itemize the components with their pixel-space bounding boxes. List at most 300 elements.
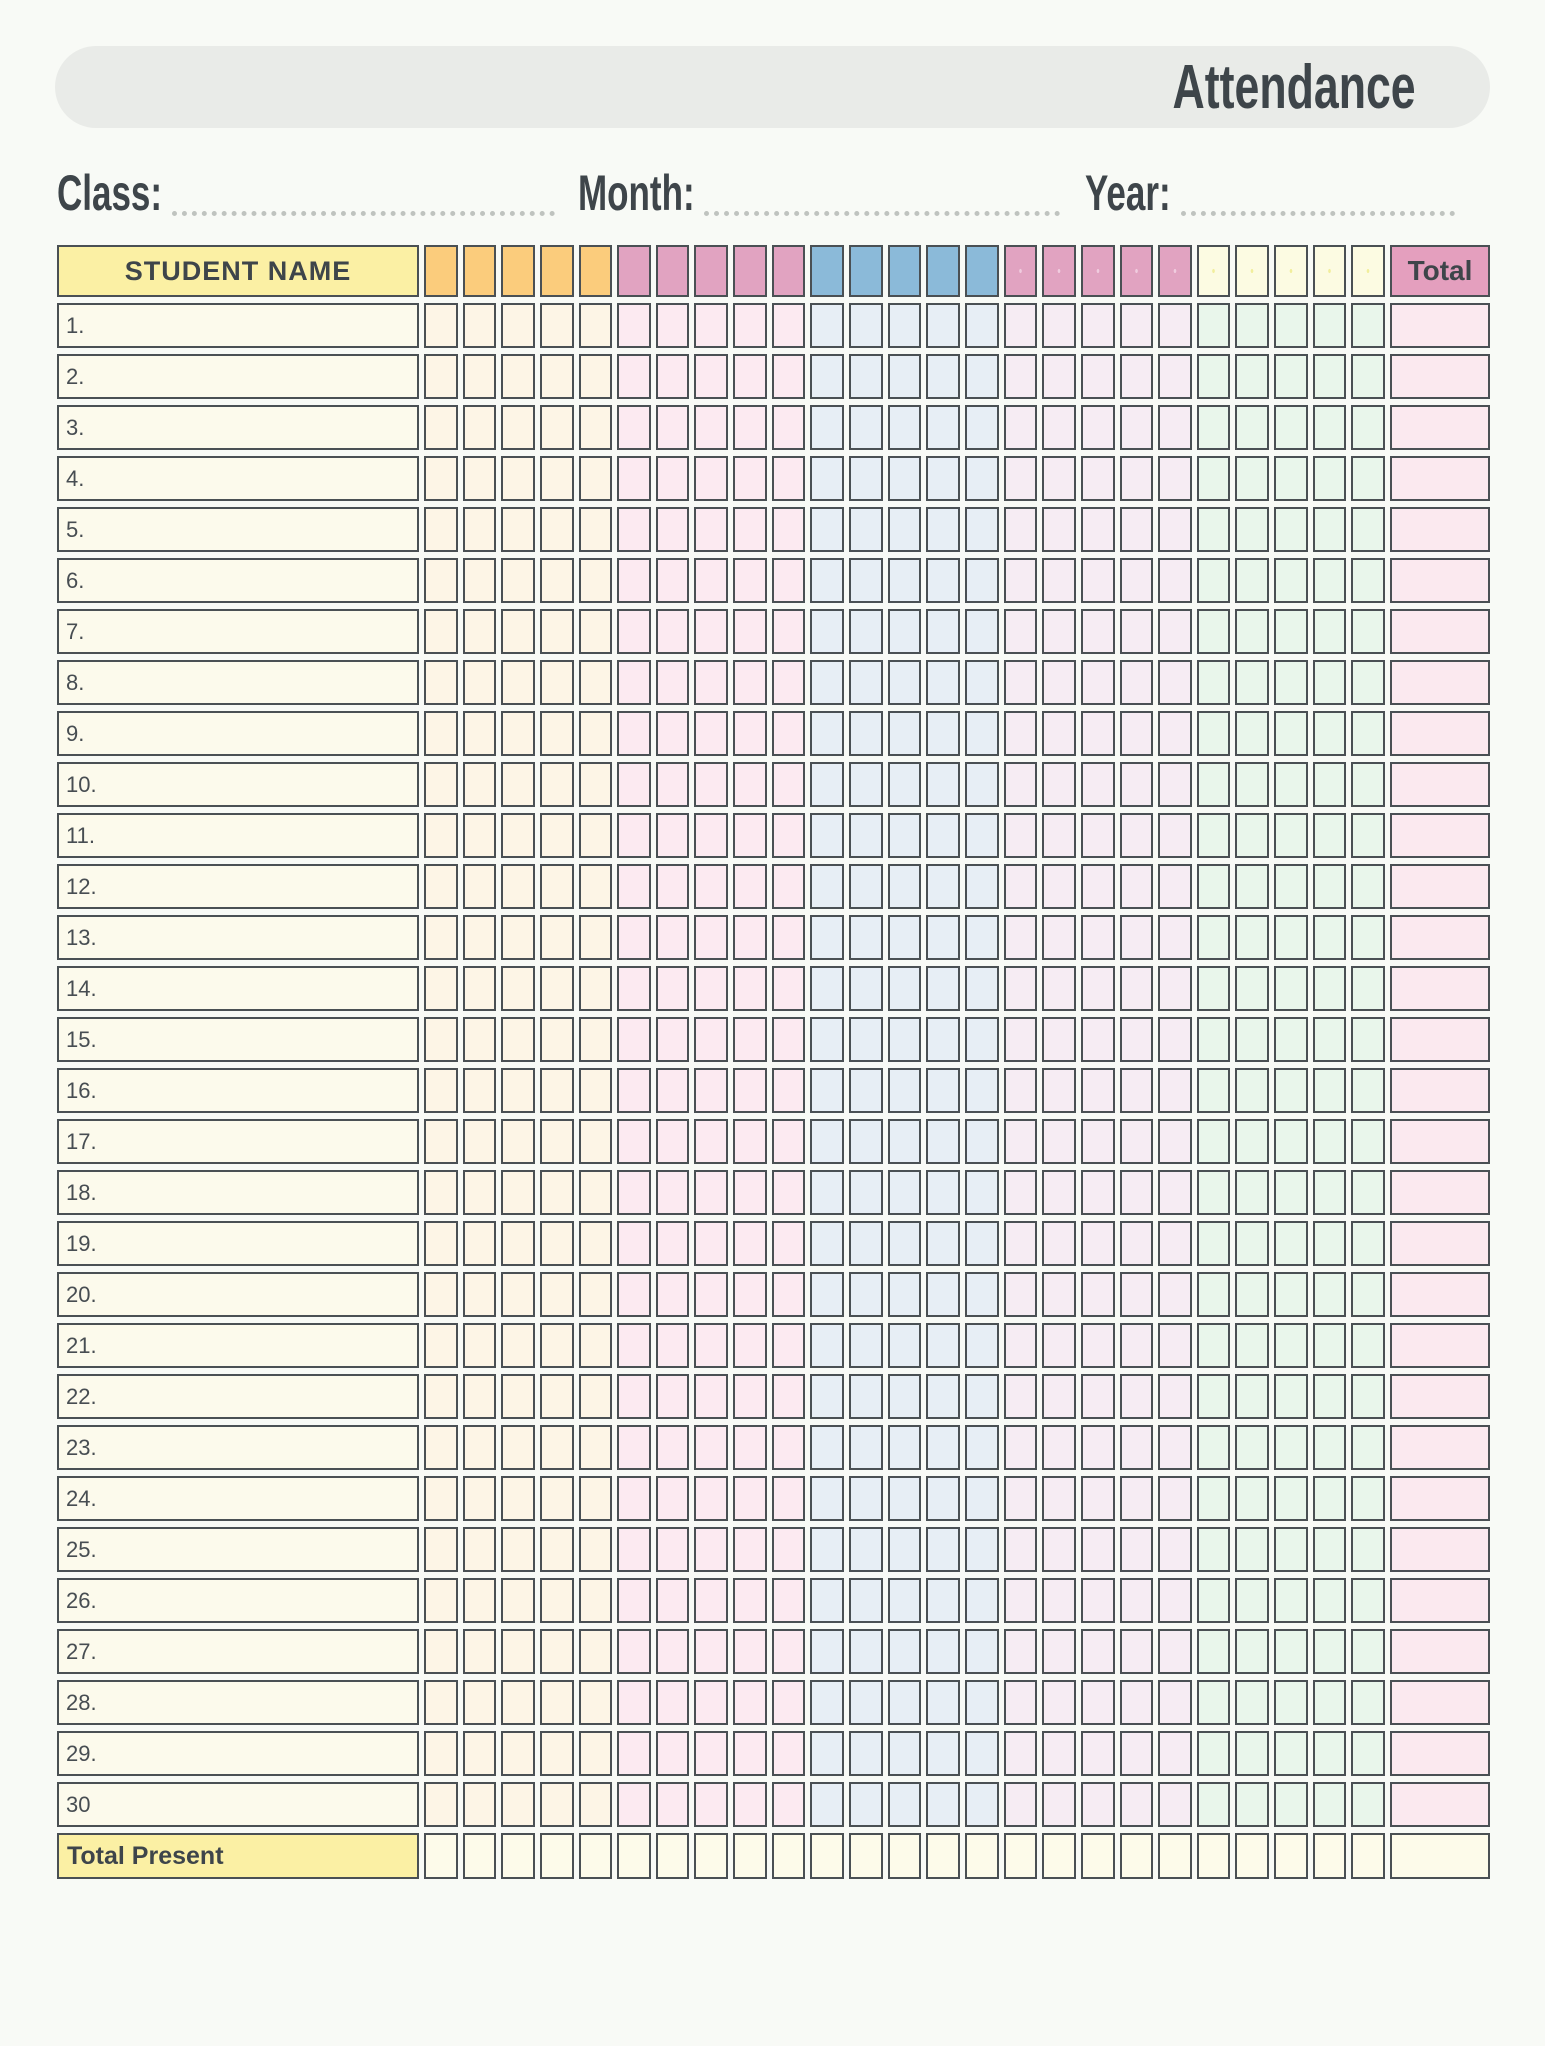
- row-total-cell[interactable]: [1390, 1272, 1490, 1317]
- attendance-cell[interactable]: [810, 1374, 844, 1419]
- attendance-cell[interactable]: [1313, 609, 1347, 654]
- attendance-cell[interactable]: [733, 660, 767, 705]
- attendance-cell[interactable]: [849, 864, 883, 909]
- attendance-cell[interactable]: [1313, 1374, 1347, 1419]
- attendance-cell[interactable]: [1351, 1374, 1385, 1419]
- attendance-cell[interactable]: [656, 507, 690, 552]
- attendance-cell[interactable]: [1081, 1272, 1115, 1317]
- attendance-cell[interactable]: [1120, 1323, 1154, 1368]
- attendance-cell[interactable]: [1081, 966, 1115, 1011]
- attendance-cell[interactable]: [1081, 1221, 1115, 1266]
- attendance-cell[interactable]: [849, 558, 883, 603]
- attendance-cell[interactable]: [540, 1323, 574, 1368]
- attendance-cell[interactable]: [617, 558, 651, 603]
- attendance-cell[interactable]: [965, 558, 999, 603]
- attendance-cell[interactable]: [579, 1782, 613, 1827]
- attendance-cell[interactable]: [1158, 354, 1192, 399]
- attendance-cell[interactable]: [849, 1782, 883, 1827]
- attendance-cell[interactable]: [656, 354, 690, 399]
- attendance-cell[interactable]: [424, 1476, 458, 1521]
- attendance-cell[interactable]: [1042, 609, 1076, 654]
- attendance-cell[interactable]: [1158, 303, 1192, 348]
- month-input-line[interactable]: [704, 206, 1060, 216]
- attendance-cell[interactable]: [463, 762, 497, 807]
- attendance-cell[interactable]: [1004, 864, 1038, 909]
- attendance-cell[interactable]: [810, 711, 844, 756]
- attendance-cell[interactable]: [1158, 609, 1192, 654]
- attendance-cell[interactable]: [1120, 1629, 1154, 1674]
- attendance-cell[interactable]: [656, 711, 690, 756]
- row-total-cell[interactable]: [1390, 354, 1490, 399]
- attendance-cell[interactable]: [849, 1680, 883, 1725]
- row-total-cell[interactable]: [1390, 1578, 1490, 1623]
- attendance-cell[interactable]: [1313, 558, 1347, 603]
- row-total-cell[interactable]: [1390, 1068, 1490, 1113]
- attendance-cell[interactable]: [1197, 1170, 1231, 1215]
- attendance-cell[interactable]: [463, 456, 497, 501]
- attendance-cell[interactable]: [1197, 1425, 1231, 1470]
- attendance-cell[interactable]: [926, 1170, 960, 1215]
- attendance-cell[interactable]: [540, 507, 574, 552]
- attendance-cell[interactable]: [1313, 1731, 1347, 1776]
- attendance-cell[interactable]: [424, 354, 458, 399]
- attendance-cell[interactable]: [1351, 660, 1385, 705]
- attendance-cell[interactable]: [772, 303, 806, 348]
- attendance-cell[interactable]: [772, 507, 806, 552]
- attendance-cell[interactable]: [694, 1221, 728, 1266]
- attendance-cell[interactable]: [1235, 1119, 1269, 1164]
- attendance-cell[interactable]: [733, 915, 767, 960]
- attendance-cell[interactable]: [617, 1680, 651, 1725]
- attendance-cell[interactable]: [501, 711, 535, 756]
- attendance-cell[interactable]: [579, 1068, 613, 1113]
- attendance-cell[interactable]: [1158, 1425, 1192, 1470]
- attendance-cell[interactable]: [501, 1221, 535, 1266]
- attendance-cell[interactable]: [965, 1680, 999, 1725]
- attendance-cell[interactable]: [579, 558, 613, 603]
- daily-total-cell[interactable]: [888, 1833, 922, 1879]
- attendance-cell[interactable]: [1081, 609, 1115, 654]
- attendance-cell[interactable]: [501, 813, 535, 858]
- daily-total-cell[interactable]: [772, 1833, 806, 1879]
- attendance-cell[interactable]: [1313, 711, 1347, 756]
- attendance-cell[interactable]: [1081, 1476, 1115, 1521]
- attendance-cell[interactable]: [501, 1119, 535, 1164]
- attendance-cell[interactable]: [1081, 762, 1115, 807]
- attendance-cell[interactable]: [1313, 966, 1347, 1011]
- attendance-cell[interactable]: [1274, 1731, 1308, 1776]
- attendance-cell[interactable]: [926, 1731, 960, 1776]
- attendance-cell[interactable]: [733, 762, 767, 807]
- attendance-cell[interactable]: [424, 1323, 458, 1368]
- attendance-cell[interactable]: [1081, 1017, 1115, 1062]
- attendance-cell[interactable]: [694, 966, 728, 1011]
- attendance-cell[interactable]: [540, 1374, 574, 1419]
- attendance-cell[interactable]: [849, 1374, 883, 1419]
- attendance-cell[interactable]: [1120, 1425, 1154, 1470]
- attendance-cell[interactable]: [810, 1323, 844, 1368]
- student-name-cell[interactable]: 24.: [57, 1476, 419, 1521]
- attendance-cell[interactable]: [926, 711, 960, 756]
- attendance-cell[interactable]: [849, 405, 883, 450]
- student-name-cell[interactable]: 20.: [57, 1272, 419, 1317]
- attendance-cell[interactable]: [1274, 1578, 1308, 1623]
- attendance-cell[interactable]: [694, 354, 728, 399]
- attendance-cell[interactable]: [1081, 1119, 1115, 1164]
- attendance-cell[interactable]: [617, 456, 651, 501]
- attendance-cell[interactable]: [888, 1221, 922, 1266]
- attendance-cell[interactable]: [849, 915, 883, 960]
- attendance-cell[interactable]: [1042, 1527, 1076, 1572]
- attendance-cell[interactable]: [772, 1629, 806, 1674]
- attendance-cell[interactable]: [1004, 762, 1038, 807]
- attendance-cell[interactable]: [540, 1272, 574, 1317]
- attendance-cell[interactable]: [1120, 303, 1154, 348]
- attendance-cell[interactable]: [1042, 966, 1076, 1011]
- student-name-cell[interactable]: 19.: [57, 1221, 419, 1266]
- student-name-cell[interactable]: 13.: [57, 915, 419, 960]
- attendance-cell[interactable]: [656, 762, 690, 807]
- daily-total-cell[interactable]: [1235, 1833, 1269, 1879]
- attendance-cell[interactable]: [1351, 1170, 1385, 1215]
- attendance-cell[interactable]: [1042, 1629, 1076, 1674]
- attendance-cell[interactable]: [1081, 456, 1115, 501]
- attendance-cell[interactable]: [1235, 966, 1269, 1011]
- attendance-cell[interactable]: [1004, 1119, 1038, 1164]
- attendance-cell[interactable]: [1042, 1323, 1076, 1368]
- attendance-cell[interactable]: [656, 1272, 690, 1317]
- attendance-cell[interactable]: [888, 1629, 922, 1674]
- attendance-cell[interactable]: [463, 1476, 497, 1521]
- attendance-cell[interactable]: [1042, 1731, 1076, 1776]
- attendance-cell[interactable]: [733, 303, 767, 348]
- attendance-cell[interactable]: [1197, 915, 1231, 960]
- attendance-cell[interactable]: [540, 813, 574, 858]
- attendance-cell[interactable]: [424, 1731, 458, 1776]
- attendance-cell[interactable]: [656, 1221, 690, 1266]
- attendance-cell[interactable]: [1158, 1680, 1192, 1725]
- attendance-cell[interactable]: [1158, 1731, 1192, 1776]
- attendance-cell[interactable]: [1274, 813, 1308, 858]
- attendance-cell[interactable]: [579, 456, 613, 501]
- attendance-cell[interactable]: [1042, 1680, 1076, 1725]
- row-total-cell[interactable]: [1390, 507, 1490, 552]
- attendance-cell[interactable]: [540, 558, 574, 603]
- attendance-cell[interactable]: [501, 303, 535, 348]
- student-name-cell[interactable]: 1.: [57, 303, 419, 348]
- attendance-cell[interactable]: [888, 864, 922, 909]
- student-name-cell[interactable]: 16.: [57, 1068, 419, 1113]
- attendance-cell[interactable]: [772, 1374, 806, 1419]
- attendance-cell[interactable]: [1120, 558, 1154, 603]
- row-total-cell[interactable]: [1390, 966, 1490, 1011]
- attendance-cell[interactable]: [424, 609, 458, 654]
- attendance-cell[interactable]: [579, 1578, 613, 1623]
- attendance-cell[interactable]: [424, 405, 458, 450]
- attendance-cell[interactable]: [888, 1017, 922, 1062]
- student-name-cell[interactable]: 6.: [57, 558, 419, 603]
- attendance-cell[interactable]: [1313, 762, 1347, 807]
- student-name-cell[interactable]: 12.: [57, 864, 419, 909]
- attendance-cell[interactable]: [1081, 1425, 1115, 1470]
- attendance-cell[interactable]: [1120, 660, 1154, 705]
- attendance-cell[interactable]: [424, 813, 458, 858]
- attendance-cell[interactable]: [810, 864, 844, 909]
- attendance-cell[interactable]: [540, 762, 574, 807]
- attendance-cell[interactable]: [1120, 1119, 1154, 1164]
- attendance-cell[interactable]: [1042, 354, 1076, 399]
- attendance-cell[interactable]: [579, 1170, 613, 1215]
- attendance-cell[interactable]: [1351, 1068, 1385, 1113]
- attendance-cell[interactable]: [888, 507, 922, 552]
- attendance-cell[interactable]: [1042, 1476, 1076, 1521]
- student-name-cell[interactable]: 27.: [57, 1629, 419, 1674]
- attendance-cell[interactable]: [501, 1374, 535, 1419]
- attendance-cell[interactable]: [888, 558, 922, 603]
- attendance-cell[interactable]: [424, 1782, 458, 1827]
- attendance-cell[interactable]: [1081, 660, 1115, 705]
- attendance-cell[interactable]: [1042, 1170, 1076, 1215]
- attendance-cell[interactable]: [424, 762, 458, 807]
- attendance-cell[interactable]: [424, 558, 458, 603]
- attendance-cell[interactable]: [1042, 303, 1076, 348]
- attendance-cell[interactable]: [810, 915, 844, 960]
- attendance-cell[interactable]: [926, 1119, 960, 1164]
- attendance-cell[interactable]: [733, 1731, 767, 1776]
- attendance-cell[interactable]: [926, 609, 960, 654]
- attendance-cell[interactable]: [772, 1017, 806, 1062]
- attendance-cell[interactable]: [579, 1323, 613, 1368]
- attendance-cell[interactable]: [1351, 1578, 1385, 1623]
- attendance-cell[interactable]: [540, 405, 574, 450]
- attendance-cell[interactable]: [617, 405, 651, 450]
- attendance-cell[interactable]: [1235, 1272, 1269, 1317]
- attendance-cell[interactable]: [424, 1680, 458, 1725]
- attendance-cell[interactable]: [1158, 1323, 1192, 1368]
- attendance-cell[interactable]: [656, 1680, 690, 1725]
- attendance-cell[interactable]: [1081, 507, 1115, 552]
- attendance-cell[interactable]: [501, 1170, 535, 1215]
- attendance-cell[interactable]: [1120, 1476, 1154, 1521]
- attendance-cell[interactable]: [540, 711, 574, 756]
- attendance-cell[interactable]: [656, 1017, 690, 1062]
- attendance-cell[interactable]: [772, 1476, 806, 1521]
- attendance-cell[interactable]: [1042, 507, 1076, 552]
- attendance-cell[interactable]: [1351, 405, 1385, 450]
- attendance-cell[interactable]: [1120, 1017, 1154, 1062]
- attendance-cell[interactable]: [656, 609, 690, 654]
- attendance-cell[interactable]: [1313, 1476, 1347, 1521]
- attendance-cell[interactable]: [1158, 558, 1192, 603]
- attendance-cell[interactable]: [1120, 915, 1154, 960]
- attendance-cell[interactable]: [1042, 711, 1076, 756]
- attendance-cell[interactable]: [1158, 864, 1192, 909]
- attendance-cell[interactable]: [617, 1017, 651, 1062]
- attendance-cell[interactable]: [1351, 1425, 1385, 1470]
- attendance-cell[interactable]: [1158, 1578, 1192, 1623]
- attendance-cell[interactable]: [1313, 660, 1347, 705]
- attendance-cell[interactable]: [810, 1680, 844, 1725]
- attendance-cell[interactable]: [579, 405, 613, 450]
- attendance-cell[interactable]: [965, 1731, 999, 1776]
- attendance-cell[interactable]: [656, 303, 690, 348]
- attendance-cell[interactable]: [501, 609, 535, 654]
- attendance-cell[interactable]: [888, 966, 922, 1011]
- attendance-cell[interactable]: [926, 1578, 960, 1623]
- attendance-cell[interactable]: [849, 1527, 883, 1572]
- attendance-cell[interactable]: [733, 1578, 767, 1623]
- attendance-cell[interactable]: [810, 405, 844, 450]
- row-total-cell[interactable]: [1390, 405, 1490, 450]
- attendance-cell[interactable]: [1274, 1629, 1308, 1674]
- attendance-cell[interactable]: [463, 1221, 497, 1266]
- attendance-cell[interactable]: [540, 456, 574, 501]
- attendance-cell[interactable]: [1197, 1476, 1231, 1521]
- attendance-cell[interactable]: [694, 1578, 728, 1623]
- attendance-cell[interactable]: [617, 660, 651, 705]
- attendance-cell[interactable]: [849, 1272, 883, 1317]
- attendance-cell[interactable]: [1274, 915, 1308, 960]
- attendance-cell[interactable]: [501, 762, 535, 807]
- attendance-cell[interactable]: [694, 1629, 728, 1674]
- attendance-cell[interactable]: [733, 1272, 767, 1317]
- student-name-cell[interactable]: 28.: [57, 1680, 419, 1725]
- row-total-cell[interactable]: [1390, 1017, 1490, 1062]
- attendance-cell[interactable]: [772, 813, 806, 858]
- attendance-cell[interactable]: [772, 1782, 806, 1827]
- attendance-cell[interactable]: [1274, 1527, 1308, 1572]
- attendance-cell[interactable]: [540, 660, 574, 705]
- attendance-cell[interactable]: [1351, 915, 1385, 960]
- attendance-cell[interactable]: [694, 456, 728, 501]
- attendance-cell[interactable]: [888, 1680, 922, 1725]
- attendance-cell[interactable]: [1042, 813, 1076, 858]
- attendance-cell[interactable]: [1235, 1782, 1269, 1827]
- attendance-cell[interactable]: [1158, 1272, 1192, 1317]
- attendance-cell[interactable]: [617, 1170, 651, 1215]
- attendance-cell[interactable]: [1004, 558, 1038, 603]
- student-name-cell[interactable]: 29.: [57, 1731, 419, 1776]
- attendance-cell[interactable]: [1235, 1068, 1269, 1113]
- attendance-cell[interactable]: [810, 1068, 844, 1113]
- attendance-cell[interactable]: [926, 1323, 960, 1368]
- attendance-cell[interactable]: [810, 354, 844, 399]
- attendance-cell[interactable]: [1313, 1170, 1347, 1215]
- row-total-cell[interactable]: [1390, 1323, 1490, 1368]
- attendance-cell[interactable]: [1004, 1017, 1038, 1062]
- attendance-cell[interactable]: [1120, 711, 1154, 756]
- attendance-cell[interactable]: [926, 1782, 960, 1827]
- attendance-cell[interactable]: [888, 1476, 922, 1521]
- attendance-cell[interactable]: [1274, 1323, 1308, 1368]
- attendance-cell[interactable]: [501, 1272, 535, 1317]
- attendance-cell[interactable]: [926, 966, 960, 1011]
- attendance-cell[interactable]: [810, 1731, 844, 1776]
- attendance-cell[interactable]: [849, 711, 883, 756]
- row-total-cell[interactable]: [1390, 1119, 1490, 1164]
- attendance-cell[interactable]: [1120, 1782, 1154, 1827]
- attendance-cell[interactable]: [579, 303, 613, 348]
- attendance-cell[interactable]: [888, 456, 922, 501]
- attendance-cell[interactable]: [1274, 1017, 1308, 1062]
- attendance-cell[interactable]: [926, 915, 960, 960]
- attendance-cell[interactable]: [694, 303, 728, 348]
- attendance-cell[interactable]: [888, 660, 922, 705]
- attendance-cell[interactable]: [463, 405, 497, 450]
- student-name-cell[interactable]: 26.: [57, 1578, 419, 1623]
- attendance-cell[interactable]: [926, 1017, 960, 1062]
- attendance-cell[interactable]: [579, 660, 613, 705]
- attendance-cell[interactable]: [1004, 1374, 1038, 1419]
- attendance-cell[interactable]: [501, 915, 535, 960]
- attendance-cell[interactable]: [772, 966, 806, 1011]
- attendance-cell[interactable]: [501, 558, 535, 603]
- attendance-cell[interactable]: [656, 1782, 690, 1827]
- attendance-cell[interactable]: [540, 915, 574, 960]
- row-total-cell[interactable]: [1390, 915, 1490, 960]
- attendance-cell[interactable]: [540, 1119, 574, 1164]
- attendance-cell[interactable]: [810, 762, 844, 807]
- attendance-cell[interactable]: [1081, 1578, 1115, 1623]
- attendance-cell[interactable]: [849, 1578, 883, 1623]
- attendance-cell[interactable]: [965, 1272, 999, 1317]
- attendance-cell[interactable]: [1235, 1578, 1269, 1623]
- attendance-cell[interactable]: [463, 1374, 497, 1419]
- attendance-cell[interactable]: [733, 1782, 767, 1827]
- attendance-cell[interactable]: [1042, 1017, 1076, 1062]
- attendance-cell[interactable]: [424, 711, 458, 756]
- attendance-cell[interactable]: [926, 456, 960, 501]
- attendance-cell[interactable]: [501, 1578, 535, 1623]
- attendance-cell[interactable]: [1274, 1782, 1308, 1827]
- attendance-cell[interactable]: [463, 303, 497, 348]
- attendance-cell[interactable]: [579, 507, 613, 552]
- attendance-cell[interactable]: [772, 609, 806, 654]
- attendance-cell[interactable]: [888, 1323, 922, 1368]
- attendance-cell[interactable]: [501, 1476, 535, 1521]
- attendance-cell[interactable]: [926, 1068, 960, 1113]
- attendance-cell[interactable]: [579, 1527, 613, 1572]
- row-total-cell[interactable]: [1390, 1425, 1490, 1470]
- attendance-cell[interactable]: [463, 354, 497, 399]
- attendance-cell[interactable]: [1042, 1068, 1076, 1113]
- attendance-cell[interactable]: [1313, 1578, 1347, 1623]
- attendance-cell[interactable]: [888, 303, 922, 348]
- attendance-cell[interactable]: [1197, 303, 1231, 348]
- daily-total-cell[interactable]: [926, 1833, 960, 1879]
- attendance-cell[interactable]: [1158, 762, 1192, 807]
- attendance-cell[interactable]: [1004, 1323, 1038, 1368]
- attendance-cell[interactable]: [1042, 915, 1076, 960]
- attendance-cell[interactable]: [926, 1629, 960, 1674]
- attendance-cell[interactable]: [1235, 303, 1269, 348]
- attendance-cell[interactable]: [1042, 1221, 1076, 1266]
- student-name-cell[interactable]: 9.: [57, 711, 419, 756]
- attendance-cell[interactable]: [694, 711, 728, 756]
- attendance-cell[interactable]: [1235, 1221, 1269, 1266]
- attendance-cell[interactable]: [1351, 507, 1385, 552]
- attendance-cell[interactable]: [579, 1374, 613, 1419]
- attendance-cell[interactable]: [1158, 507, 1192, 552]
- attendance-cell[interactable]: [694, 813, 728, 858]
- attendance-cell[interactable]: [1004, 1782, 1038, 1827]
- row-total-cell[interactable]: [1390, 762, 1490, 807]
- attendance-cell[interactable]: [1274, 1068, 1308, 1113]
- attendance-cell[interactable]: [1313, 1527, 1347, 1572]
- student-name-cell[interactable]: 7.: [57, 609, 419, 654]
- attendance-cell[interactable]: [1235, 762, 1269, 807]
- student-name-cell[interactable]: 18.: [57, 1170, 419, 1215]
